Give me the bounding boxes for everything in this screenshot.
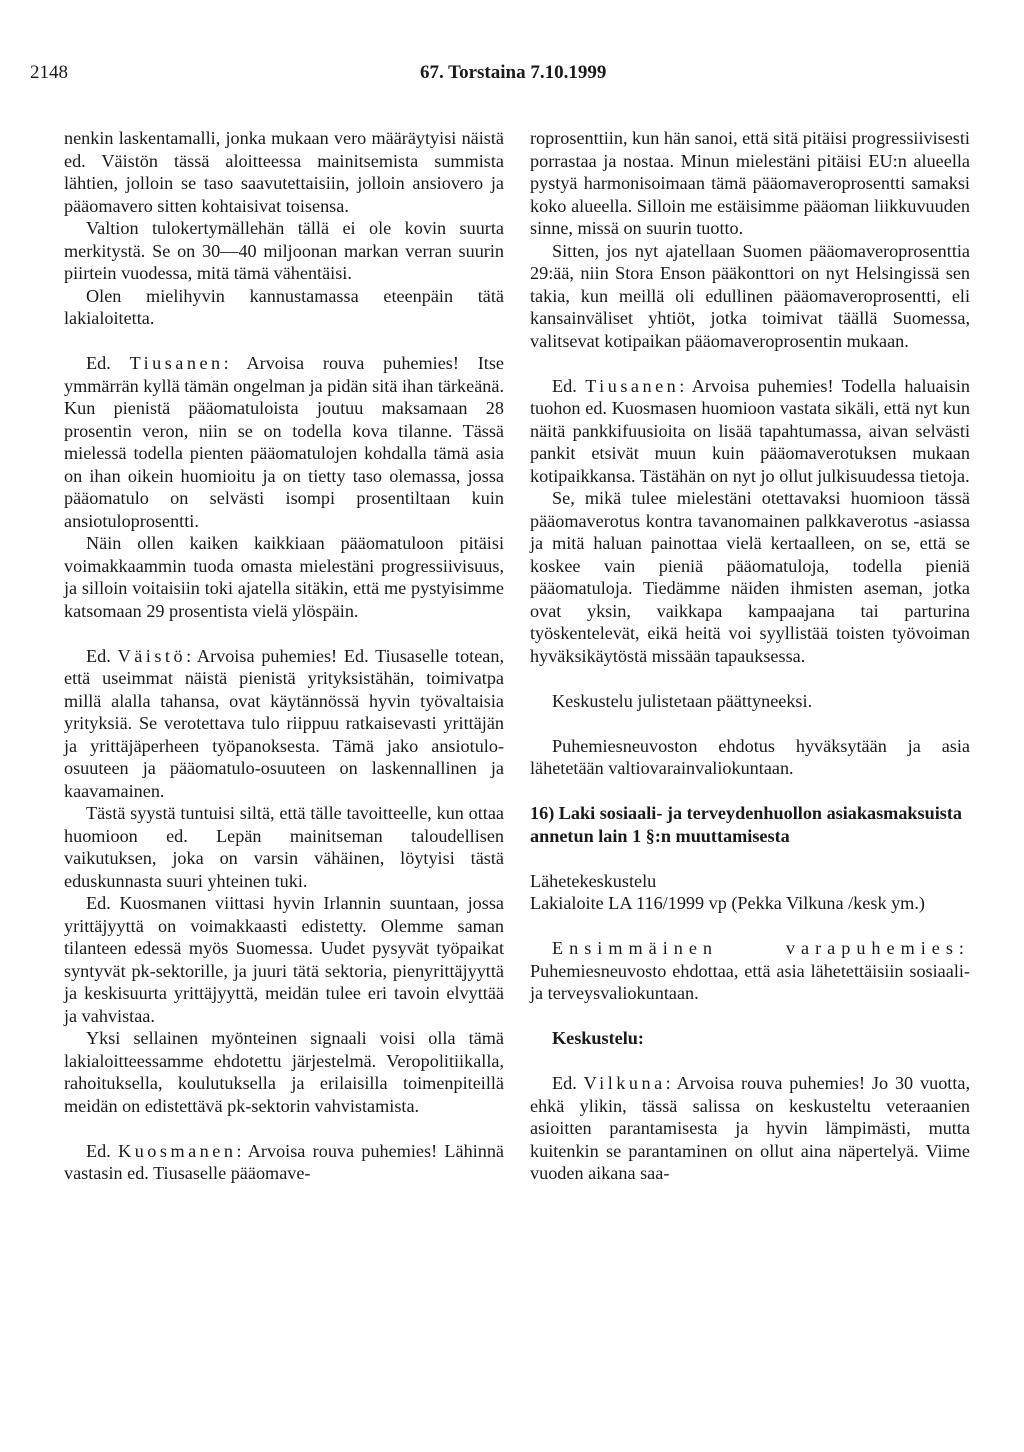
left-column (64, 127, 504, 1185)
speech-varapuhemies (530, 937, 970, 1005)
page-number: 2148 (30, 62, 68, 83)
paragraph: Tästä syystä tuntuisi siltä, että tälle tavoitteelle, kun ottaa huomioon ed. Lepän mainitseman taloudellisen vaikutuksen, joka on varsin vähäinen, löytyisi tästä eduskunnasta suuri yhteinen tuki. (64, 803, 504, 891)
right-column (530, 127, 970, 1185)
speech-text: : Arvoisa rouva puhemies! Lähinnä vastasin ed. Tiusaselle pääomave- (64, 1140, 505, 1183)
subheading: Lakialoite LA 116/1999 vp (Pekka Vilkuna /kesk ym.) (530, 893, 925, 913)
speech-text: : Arvoisa rouva puhemies! Itse ymmärrän kyllä tämän ongelman ja pidän sitä ihan tärkeänä. Kun pienistä pääomatuloista joutuu maksamaan 28 prosentin veron, niin se on todella kova tilanne. Tässä mielessä todella pienten pääomatulojen kohdalla tämä asia on ihan oikein huomioitu ja on tietty taso olemassa, jossa pääomatulo on selvästi isompi prosentiltaan kuin ansiotuloprosentti. (64, 353, 504, 531)
speech-text: Puhemiesneuvosto ehdottaa, että asia lähetettäisiin sosiaali- ja terveysvaliokuntaan. (530, 960, 970, 1003)
paragraph: Yksi sellainen myönteinen signaali voisi olla tämä lakialoitteessamme ehdotettu järjestelmä. Veropolitiikalla, rahoituksella, koulutuksella ja erilaisilla toimenpiteillä meidän on edistettävä pk-sektorin vahvistamista. (64, 1028, 504, 1116)
paragraph: Puhemiesneuvoston ehdotus hyväksytään ja asia lähetetään valtiovarainvaliokuntaan. (530, 735, 970, 778)
speech-text: : Arvoisa puhemies! Ed. Tiusaselle totean, että useimmat näistä pienistä yrityksistähän, toimivatpa millä alalla tahansa, ovat käytännössä hyvin työvaltaisia yrityksiä. Se verotettava tulo riippuu ratkaisevasti yrittäjän ja yrittäjäperheen työpanoksesta. Tämä jako ansiotulo-osuuteen ja pääomatulo-osuuteen on laskennallinen ja kaavamainen. (64, 645, 504, 801)
paragraph: roprosenttiin, kun hän sanoi, että sitä pitäisi progressiivisesti porrastaa ja nostaa. Minun mielestäni pitäisi EU:n alueella pystyä harmonisoimaan tämä pääomaveroprosentti samaksi koko alueella. Silloin me estäisimme pääoman liikkuvuuden sinne, missä on suurin tuotto. (530, 128, 970, 238)
speech-kuosmanen (64, 1140, 504, 1185)
paragraph: Keskustelu julistetaan päättyneeksi. (552, 690, 813, 711)
paragraph: Olen mielihyvin kannustamassa eteenpäin tätä lakialoitetta. (64, 285, 504, 328)
paragraph: nenkin laskentamalli, jonka mukaan vero määräytyisi näistä ed. Väistön tässä aloitteessa mainitsemista summista lähtien, jolloin se taso saavutettaisiin, jolloin ansiovero ja pääomavero sitten kohtaisivat toisensa. (64, 128, 504, 216)
speaker-prefix: Ed. (552, 375, 577, 396)
speaker-name: Kuosmanen (118, 1140, 237, 1161)
speaker-name: Tiusanen (129, 353, 224, 373)
speech-tiusanen (64, 352, 504, 532)
speaker-name: Vilkuna (583, 1073, 666, 1093)
paragraph: Sitten, jos nyt ajatellaan Suomen pääomaveroprosenttia 29:ää, niin Stora Enson pääkonttori on nyt Helsingissä sen takia, kun meillä oli edullinen pääomaveroprosentti, eli kansainväliset yhtiöt, jotka toimivat täällä Suomessa, valitsevat kotipaikan pääomaveroprosentin mukaan. (530, 240, 970, 351)
speaker-prefix: Ed. (86, 353, 111, 373)
subheading: Lähetekeskustelu (530, 870, 657, 891)
speaker-name: Tiusanen (585, 375, 680, 396)
speech-vilkuna (530, 1072, 970, 1185)
speaker-name: Väistö (117, 645, 187, 666)
paragraph: Valtion tulokertymällehän tällä ei ole kovin suurta merkitystä. Se on 30—40 miljoonan markan verran suurin piirtein vuodessa, mitä tämä vähentäisi. (64, 218, 504, 283)
speaker-prefix: Ed. (552, 1073, 577, 1093)
speaker-prefix: Ed. (86, 1140, 111, 1161)
paragraph: Ed. Kuosmanen viittasi hyvin Irlannin suuntaan, jossa yrittäjyyttä on voimakkaasti edistetty. Olemme saman tilanteen edessä myös Suomessa. Uudet pysyvät työpaikat syntyvät pk-sektorille, ja juuri tätä sektoria, pienyrittäjyyttä ja keskisuurta yrittäjyyttä, meidän tulee eri tavoin elvyttää ja vahvistaa. (64, 893, 504, 1026)
speech-tiusanen (530, 375, 970, 488)
paragraph: Näin ollen kaiken kaikkiaan pääomatuloon pitäisi voimakkaammin tuoda omasta mielestäni progressiivisuus, ja silloin voitaisiin toki ajatella sitäkin, että me pystyisimme katsomaan 29 prosentista vielä ylöspäin. (64, 533, 504, 621)
discussion-label: Keskustelu: (552, 1028, 644, 1048)
speaker-prefix: Ed. (86, 645, 111, 666)
speech-text: : Arvoisa puhemies! Todella haluaisin tuohon ed. Kuosmasen huomioon vastata sikäli, että nyt kun näitä pankkifuusioita on lisää tapahtumassa, aivan selvästi pankit etsivät muun kuin pääomaverotuksen mukaan kotipaikkansa. Tästähän on nyt jo ollut julkisuudessa tietoja. (530, 375, 970, 486)
speech-vaisto (64, 645, 504, 803)
speaker-name: Ensimmäinen varapuhemies: (552, 938, 970, 958)
speech-text: : Arvoisa rouva puhemies! Jo 30 vuotta, ehkä ylikin, tässä salissa on keskusteltu veteraanien asioitten parantamisesta ja hyvin lämpimästi, mutta kuitenkin se parantaminen on ollut aina näpertelyä. Viime vuoden aikana saa- (530, 1073, 971, 1183)
running-head: 67. Torstaina 7.10.1999 (420, 62, 607, 83)
section-heading: 16) Laki sosiaali- ja terveydenhuollon asiakasmaksuista annetun lain 1 §:n muuttamisesta (530, 803, 963, 846)
paragraph: Se, mikä tulee mielestäni otettavaksi huomioon tässä pääomaverotus kontra tavanomainen palkkaverotus -asiassa ja mitä haluan painottaa vielä kertaalleen, on se, että se koskee vain pieniä pääomatuloja, todella pieniä pääomatuloja. Tiedämme näiden ihmisten aseman, jotka ovat yksin, vaikkapa kampaajana tai parturina työskentelevät, eikä heitä voi syyllistää toisten työvoiman hyväksikäytöstä missään tapauksessa. (530, 488, 970, 666)
